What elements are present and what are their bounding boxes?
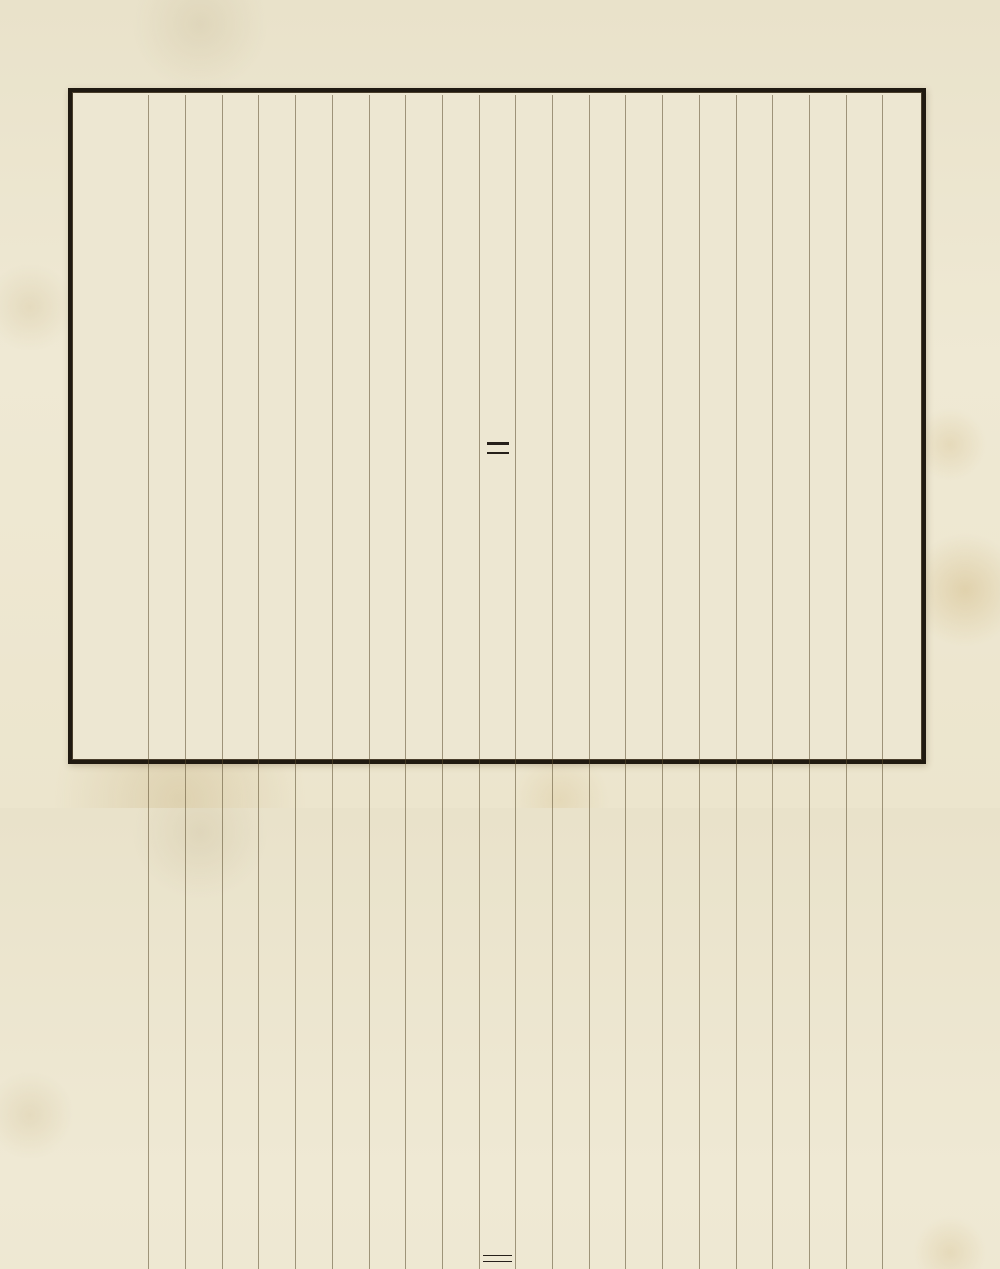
donor-entry	[847, 95, 883, 461]
donor-entry	[443, 461, 479, 1269]
entry-slot	[516, 95, 552, 461]
text-column	[258, 95, 295, 1269]
donor-entry	[186, 95, 222, 461]
columns-grid	[75, 95, 919, 757]
text-column	[222, 95, 259, 1269]
text-column	[515, 95, 552, 1269]
entry-slot	[112, 95, 149, 461]
donor-entry	[737, 461, 773, 1269]
entry-slot	[737, 95, 773, 461]
donor-entry	[700, 461, 736, 1269]
text-column	[148, 95, 185, 1269]
entry-slot	[406, 95, 442, 461]
entry-slot	[590, 95, 626, 461]
donor-entry	[700, 95, 736, 461]
donor-entry	[626, 95, 662, 461]
donor-entry	[626, 461, 662, 1269]
donor-entry	[186, 461, 222, 1269]
donor-entry	[296, 461, 332, 1269]
text-column	[736, 95, 773, 1269]
fishtail-mark	[487, 442, 509, 454]
text-column	[112, 95, 149, 1269]
entry-slot	[626, 95, 662, 461]
donor-entry	[259, 95, 295, 461]
entry-slot	[443, 461, 479, 1269]
entry-slot	[810, 461, 846, 1269]
entry-slot	[700, 95, 736, 461]
text-column	[295, 95, 332, 1269]
entry-slot	[149, 461, 185, 1269]
donor-entry	[149, 95, 185, 461]
donor-entry	[112, 95, 149, 461]
donor-entry	[333, 461, 369, 1269]
entry-slot	[590, 461, 626, 1269]
spine-bottom	[480, 461, 516, 1269]
entry-slot	[700, 461, 736, 1269]
text-column	[369, 95, 406, 1269]
text-column	[405, 95, 442, 1269]
entry-slot	[112, 461, 149, 1269]
entry-slot	[333, 461, 369, 1269]
page-frame	[68, 88, 926, 764]
entry-slot	[406, 461, 442, 1269]
donor-entry	[149, 461, 185, 1269]
donor-entry	[406, 95, 442, 461]
text-column	[625, 95, 662, 1269]
donor-entry	[883, 461, 919, 1269]
donor-entry	[223, 461, 259, 1269]
entry-slot	[296, 95, 332, 461]
entry-slot	[810, 95, 846, 461]
entry-slot	[370, 461, 406, 1269]
donor-entry	[370, 461, 406, 1269]
entry-slot	[847, 95, 883, 461]
entry-slot	[883, 95, 919, 461]
text-column	[185, 95, 222, 1269]
entry-slot	[296, 461, 332, 1269]
text-column	[772, 95, 809, 1269]
donor-entry	[553, 95, 589, 461]
donor-entry	[112, 461, 149, 1269]
entry-slot	[883, 461, 919, 1269]
entry-slot	[259, 461, 295, 1269]
entry-slot	[223, 95, 259, 461]
donor-entry	[223, 95, 259, 461]
donor-entry	[737, 95, 773, 461]
entry-slot	[737, 461, 773, 1269]
donor-entry	[443, 95, 479, 461]
donor-entry	[810, 95, 846, 461]
donor-entry	[773, 95, 809, 461]
donor-entry	[590, 461, 626, 1269]
entry-slot	[773, 95, 809, 461]
text-column	[846, 95, 883, 1269]
donor-entry	[883, 95, 919, 461]
entry-slot	[370, 95, 406, 461]
donor-entry	[663, 95, 699, 461]
entry-slot	[223, 461, 259, 1269]
entry-slot	[443, 95, 479, 461]
donor-entry	[553, 461, 589, 1269]
donor-entry	[590, 95, 626, 461]
entry-slot	[663, 461, 699, 1269]
text-column	[552, 95, 589, 1269]
entry-slot	[186, 95, 222, 461]
text-column	[442, 95, 479, 1269]
entry-slot	[186, 461, 222, 1269]
entry-slot	[663, 95, 699, 461]
entry-slot	[553, 95, 589, 461]
entry-slot	[149, 95, 185, 461]
donor-entry	[847, 461, 883, 1269]
entry-slot	[553, 461, 589, 1269]
entry-slot	[259, 95, 295, 461]
donor-entry	[406, 461, 442, 1269]
donor-entry	[516, 461, 552, 1269]
donor-entry	[663, 461, 699, 1269]
text-column	[662, 95, 699, 1269]
text-column	[882, 95, 919, 1269]
spine-top	[480, 95, 516, 461]
text-column	[699, 95, 736, 1269]
donor-entry	[370, 95, 406, 461]
text-column	[589, 95, 626, 1269]
donor-entry	[516, 95, 552, 461]
text-column	[332, 95, 369, 1269]
entry-slot	[626, 461, 662, 1269]
donor-entry	[810, 461, 846, 1269]
entry-slot	[847, 461, 883, 1269]
spine-column	[479, 95, 516, 1269]
donor-entry	[296, 95, 332, 461]
donor-entry	[773, 461, 809, 1269]
donor-entry	[333, 95, 369, 461]
donor-entry	[259, 461, 295, 1269]
entry-slot	[773, 461, 809, 1269]
spine-divider	[483, 1255, 512, 1262]
text-column	[809, 95, 846, 1269]
entry-slot	[333, 95, 369, 461]
entry-slot	[516, 461, 552, 1269]
